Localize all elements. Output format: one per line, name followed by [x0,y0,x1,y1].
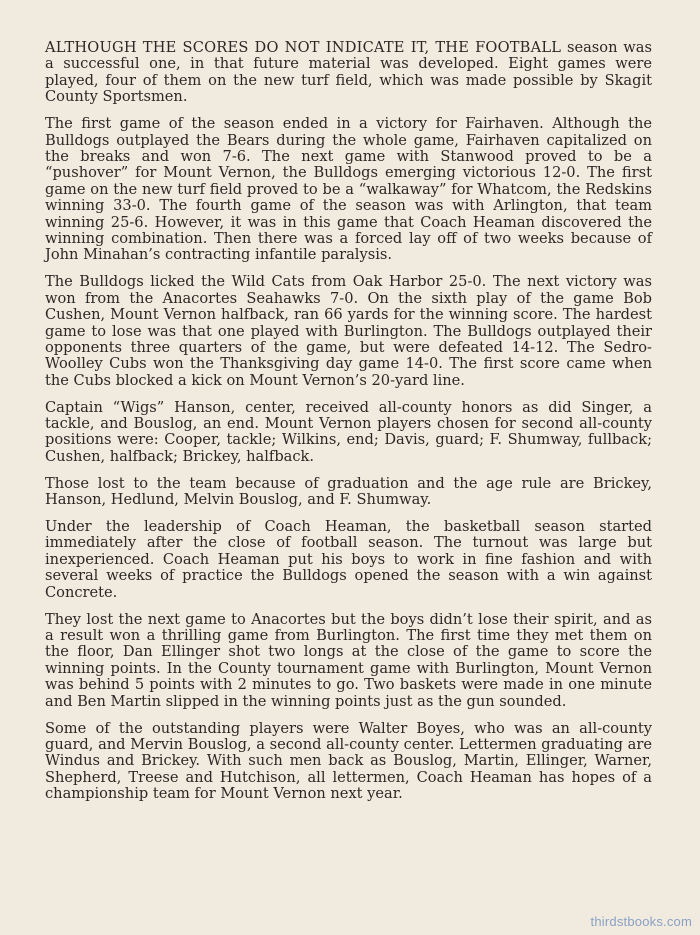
watermark-text: thirdstbooks.com [590,914,692,929]
paragraph-early-games: The first game of the season ended in a victory for Fairhaven. Although the Bulldogs outplayed the Bears during the whole game, Fairhaven capitalized on the breaks and won 7-6. The next game with Stanwood proved to be a “pushover” for Mount Vernon, the Bulldogs emerging victorious 12-0. The first game on the new turf field proved to be a “walkaway” for Whatcom, the Redskins winning 33-0. The fourth game of the season was with Arlington, that team winning 25-6. However, it was in this game that Coach Heaman discovered the winning combination. Then there was a forced lay off of two weeks because of John Minahan’s contracting infantile paralysis. [45,115,652,264]
paragraph-basketball-start: Under the leadership of Coach Heaman, the basketball season started immediately after the close of football season. The turnout was large but inexperienced. Coach Heaman put his boys to work in fine fashion and with several weeks of practice the Bulldogs opened the season with a win against Concrete. [45,518,652,601]
article-body [45,40,652,813]
paragraph-all-county-honors: Captain “Wigs” Hanson, center, received all-county honors as did Singer, a tackle, and Bouslog, an end. Mount Vernon players chosen for second all-county positions were: Cooper, tackle; Wilkins, end; Davis, guard; F. Shumway, fullback; Cushen, halfback; Brickey, halfback. [45,398,652,465]
paragraph-lead-caps: ALTHOUGH THE SCORES DO NOT INDICATE IT, THE FOOTBALL [45,39,562,56]
paragraph-text: season was a successful one, in that future material was developed. Eight games were played, four of them on the new turf field, which was made possible by Skagit County Sportsmen. [45,39,652,106]
paragraph-outstanding-players: Some of the outstanding players were Walter Boyes, who was an all-county guard, and Mervin Bouslog, a second all-county center. Lettermen graduating are Windus and Brickey. With such men back as Bouslog, Martin, Ellinger, Warner, Shepherd, Treese and Hutchison, all lettermen, Coach Heaman has hopes of a championship team for Mount Vernon next year. [45,719,652,803]
paragraph-late-games: The Bulldogs licked the Wild Cats from Oak Harbor 25-0. The next victory was won from the Anacortes Seahawks 7-0. On the sixth play of the game Bob Cushen, Mount Vernon halfback, ran 66 yards for the winning score. The hardest game to lose was that one played with Burlington. The Bulldogs outplayed their opponents three quarters of the game, but were defeated 14-12. The Sedro-Woolley Cubs won the Thanksgiving day game 14-0. The first score came when the Cubs blocked a kick on Mount Vernon’s 20-yard line. [45,273,652,389]
paragraph-basketball-games: They lost the next game to Anacortes but the boys didn’t lose their spirit, and as a result won a thrilling game from Burlington. The first time they met them on the floor, Dan Ellinger shot two longs at the close of the game to score the winning points. In the County tournament game with Burlington, Mount Vernon was behind 5 points with 2 minutes to go. Two baskets were made in one minute and Ben Martin slipped in the winning points just as the gun sounded. [45,610,652,710]
paragraph-players-lost: Those lost to the team because of graduation and the age rule are Brickey, Hanson, Hedlund, Melvin Bouslog, and F. Shumway. [45,474,652,509]
paragraph-football-intro [45,40,652,106]
